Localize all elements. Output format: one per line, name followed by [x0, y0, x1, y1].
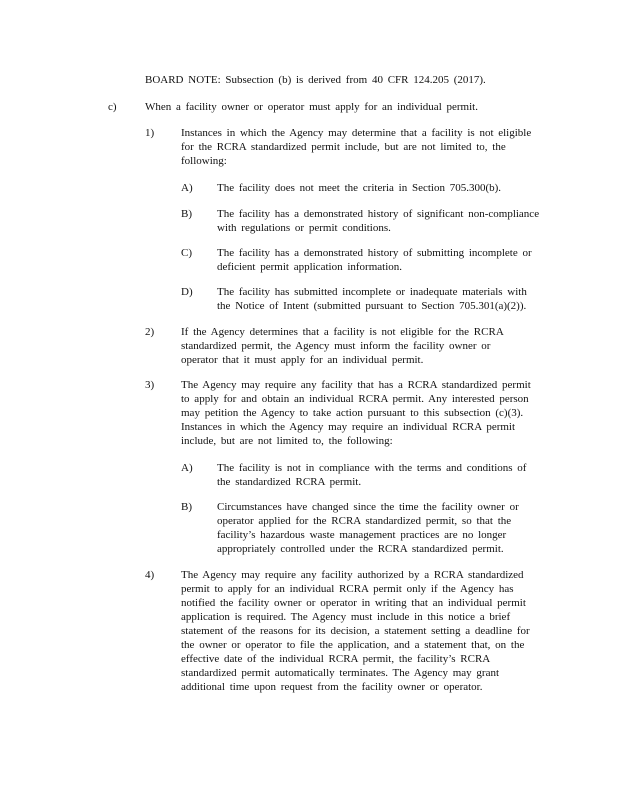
item-1-A-label: A)	[181, 182, 193, 194]
item-1-D-label: D)	[181, 286, 193, 298]
section-c-label: c)	[108, 101, 117, 113]
item-4-label: 4)	[145, 569, 155, 581]
item-1-label: 1)	[145, 127, 155, 139]
item-3-A-label: A)	[181, 462, 193, 474]
item-1-C-label: C)	[181, 247, 192, 259]
item-3-B-text: Circumstances have changed since the time the facility owner or operator applied for the RCRA standardized permit, so that the facility’s hazardous waste management practices are no longer appropriately controlled under the RCRA standardized permit.	[217, 501, 519, 555]
item-3-A-text: The facility is not in compliance with the terms and conditions of the standardized RCRA permit.	[217, 462, 527, 488]
item-3-text: The Agency may require any facility that has a RCRA standardized permit to apply for and obtain an individual RCRA permit. Any interested person may petition the Agency to take action pursuant to this subsection (c)(3). Instances in which the Agency may require an individual RCRA permit include, but are not limited to, the following:	[181, 379, 531, 447]
item-2-label: 2)	[145, 326, 155, 338]
item-1-B-text: The facility has a demonstrated history of significant non-compliance with regulations or permit conditions.	[217, 208, 540, 234]
item-2-text: If the Agency determines that a facility is not eligible for the RCRA standardized permit, the Agency must inform the facility owner or operator that it must apply for an individual permit.	[181, 326, 504, 366]
board-note	[145, 73, 545, 87]
item-3-label: 3)	[145, 379, 155, 391]
item-4-text: The Agency may require any facility authorized by a RCRA standardized permit to apply for an individual RCRA permit only if the Agency has notified the facility owner or operator in writing that an individual permit application is required. The Agency must include in this notice a brief statement of the reasons for its decision, a statement setting a deadline for the owner or operator to file the application, and a statement that, on the effective date of the individual RCRA permit, the facility’s RCRA standardized permit automatically terminates. The Agency may grant additional time upon request from the facility owner or operator.	[181, 569, 530, 693]
section-c-text: When a facility owner or operator must apply for an individual permit.	[145, 101, 478, 113]
item-1-C-text: The facility has a demonstrated history of submitting incomplete or deficient permit application information.	[217, 247, 532, 273]
item-1-text: Instances in which the Agency may determine that a facility is not eligible for the RCRA standardized permit include, but are not limited to, the following:	[181, 127, 532, 167]
item-3-B-label: B)	[181, 501, 192, 513]
item-1-A-text: The facility does not meet the criteria in Section 705.300(b).	[217, 182, 502, 194]
board-note-text: BOARD NOTE: Subsection (b) is derived from 40 CFR 124.205 (2017).	[145, 74, 486, 86]
item-1-D-text: The facility has submitted incomplete or inadequate materials with the Notice of Intent (submitted pursuant to Section 705.301(a)(2)).	[217, 286, 527, 312]
item-1-B-label: B)	[181, 208, 192, 220]
